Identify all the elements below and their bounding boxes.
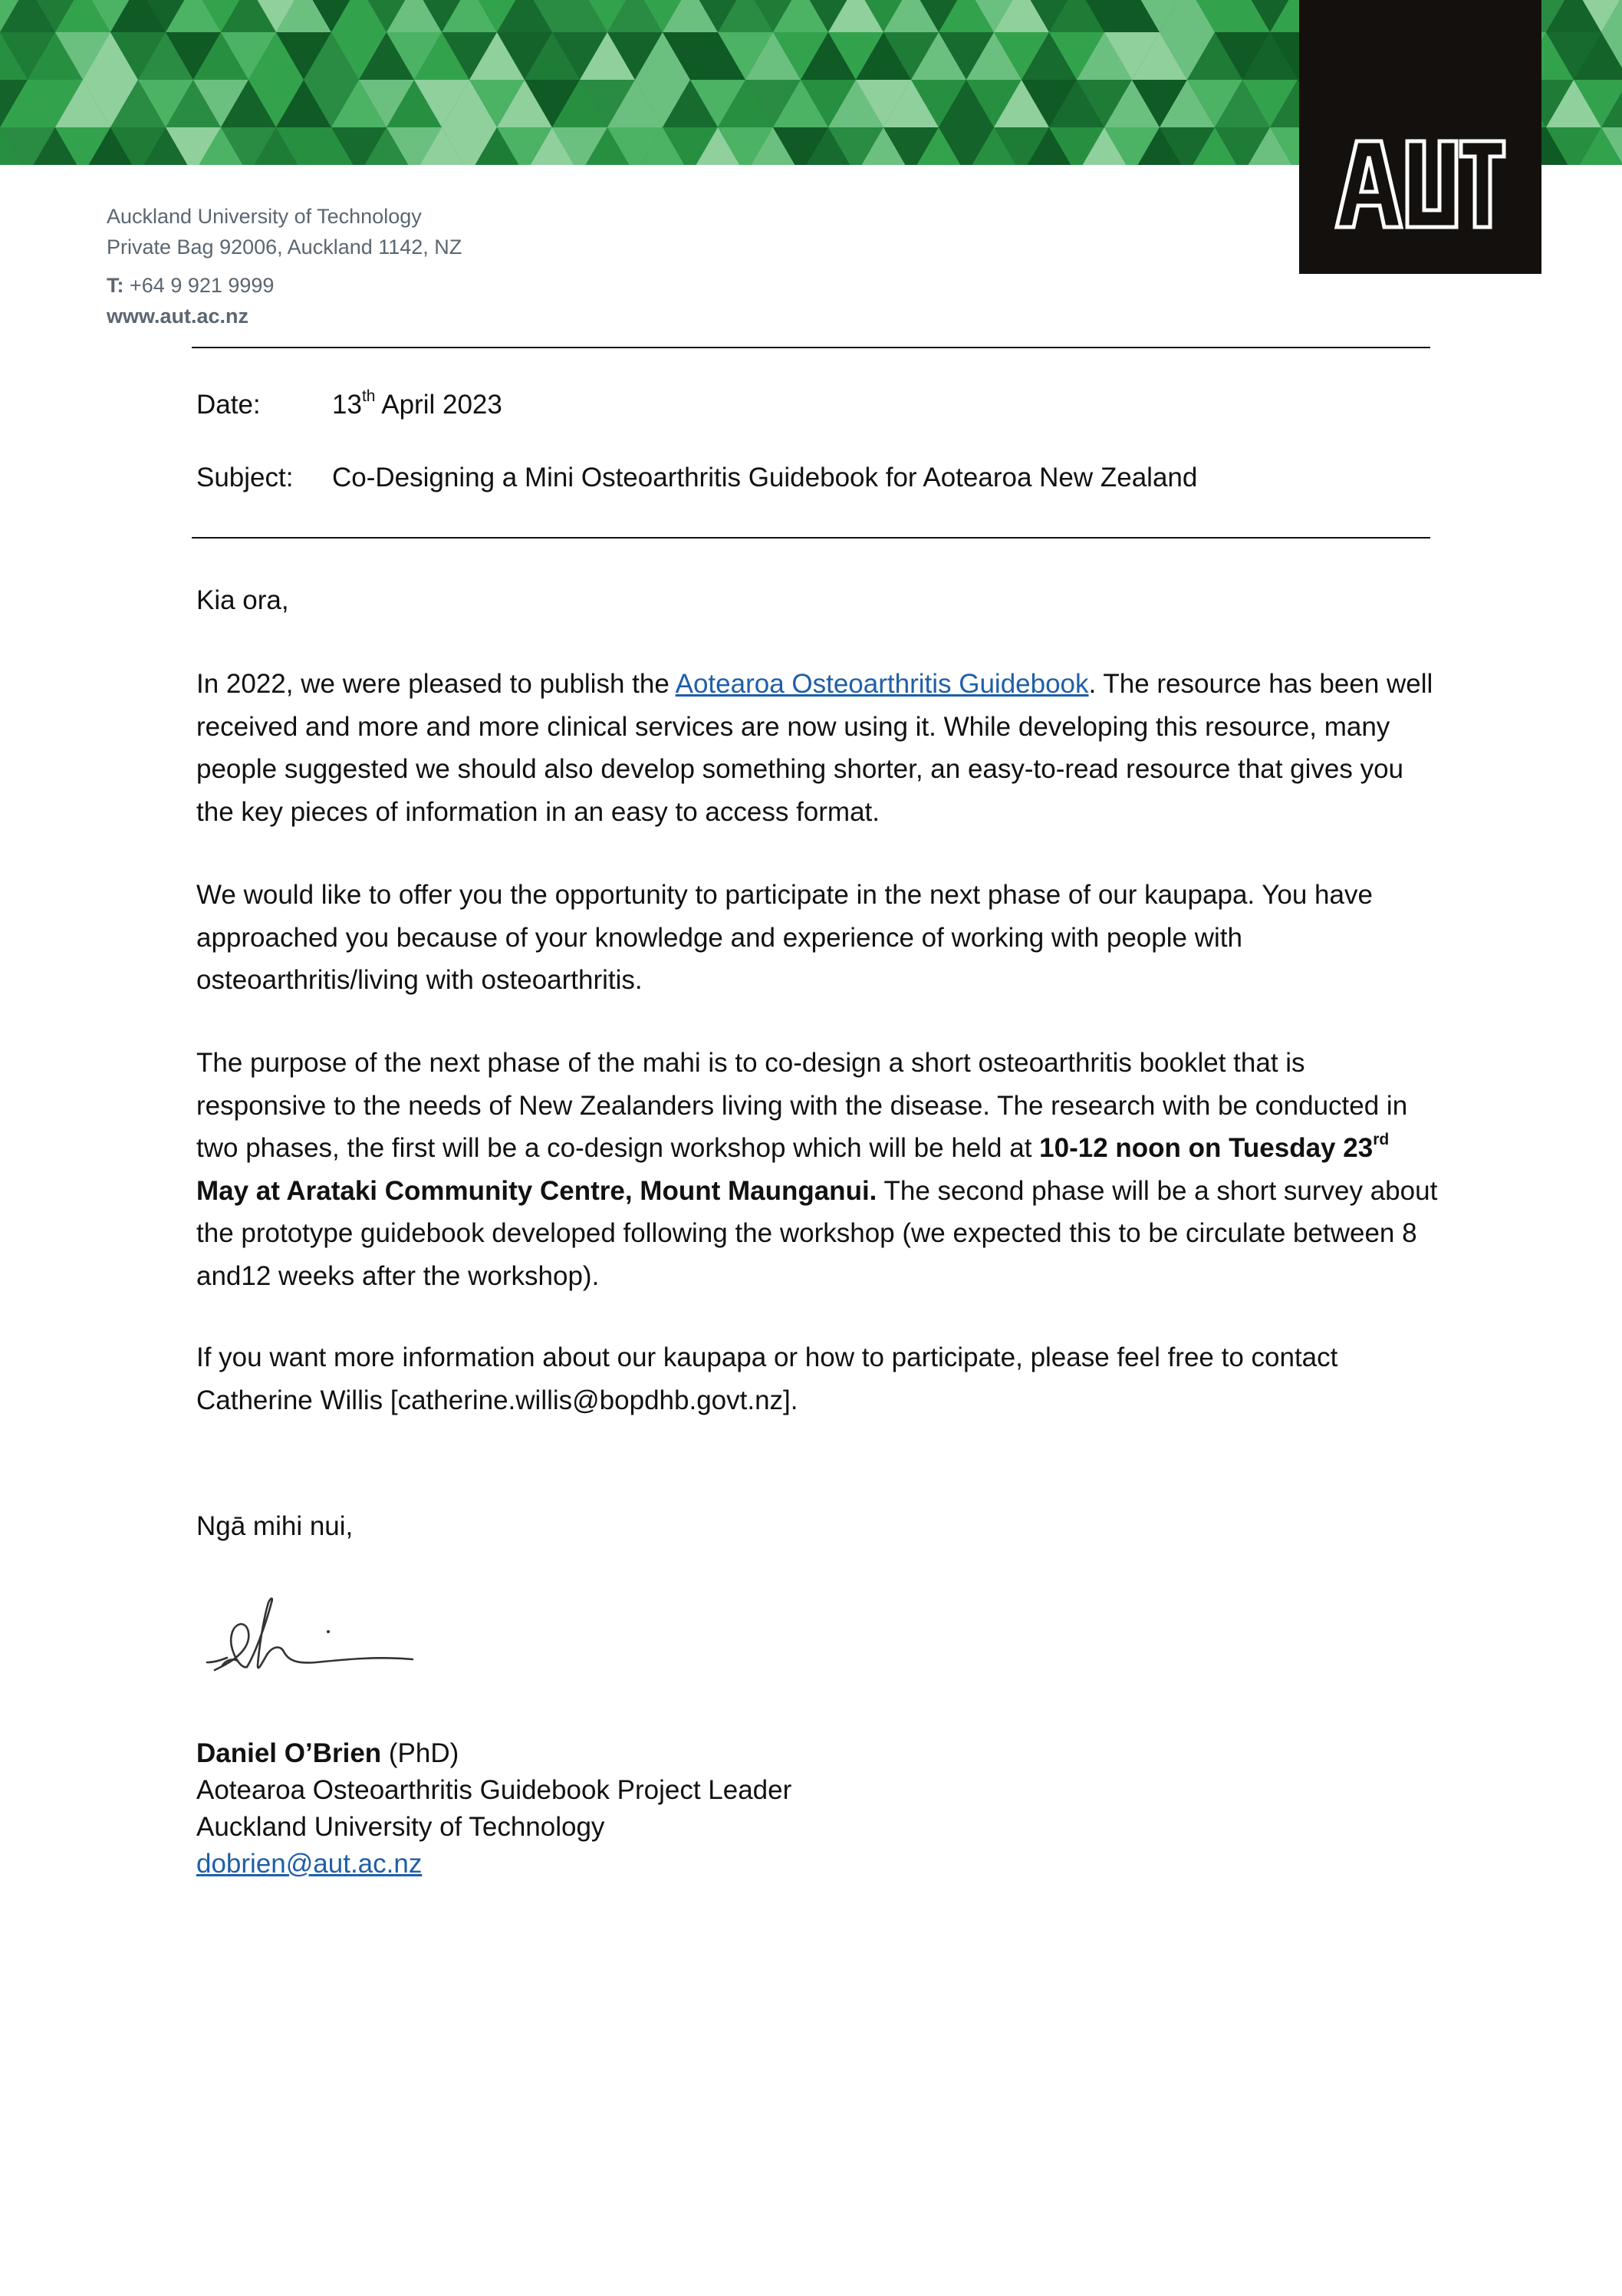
p1-text-end: . The resource has been well received and more and more clinical services are now using it. While developing this resource, many people suggested we should also develop something shorter, an easy-to-read resource that gives you the key pieces of information in an easy to access format. [196,669,1433,827]
handwritten-signature [201,1592,423,1684]
postal-address: Private Bag 92006, Auckland 1142, NZ [107,236,462,259]
aut-logo-mark [1334,138,1507,230]
closing-text: Ngā mihi nui, [196,1511,354,1541]
paragraph-4 [196,1336,1439,1421]
phone-line [107,270,462,301]
logo-text [1299,0,1300,1]
signatory-name: Daniel O’Brien [196,1738,382,1768]
bottom-divider [192,537,1430,539]
paragraph-3 [196,1042,1439,1297]
institution-name: Auckland University of Technology [107,205,422,228]
greeting [196,579,1439,622]
date-label: Date: [196,390,261,420]
greeting-text: Kia ora, [196,585,289,615]
p3-text-end: The second phase will be a short survey about the prototype guidebook developed following the workshop (we expected this to be circulate between 8 and12 weeks after the workshop). [196,1175,1438,1291]
signatory-credential: (PhD) [381,1738,459,1768]
workshop-date-suffix: rd [1373,1131,1390,1149]
signatory-organisation: Auckland University of Technology [196,1812,605,1842]
p3-text-start: The purpose of the next phase of the mahi is to co-design a short osteoarthritis booklet that is responsive to the needs of New Zealanders living with the disease. The research with be conducted in two phases, the first will be a co-design workshop which will be held at [196,1048,1408,1163]
signatory-role: Aotearoa Osteoarthritis Guidebook Project Leader [196,1775,792,1805]
subject-value: Co-Designing a Mini Osteoarthritis Guidebook for Aotearoa New Zealand [332,463,1198,492]
signature-block [196,1735,791,1883]
signatory-email-link[interactable]: dobrien@aut.ac.nz [196,1849,423,1879]
date-suffix: th [361,387,376,406]
p4-text: If you want more information about our kaupapa or how to participate, please feel free to contact Catherine Willis [catherine.willis@bopdhb.govt.nz]. [196,1342,1338,1415]
workshop-time: 10-12 noon on Tuesday 23 [1039,1133,1374,1163]
website-link[interactable]: www.aut.ac.nz [107,305,249,328]
phone-number: +64 9 921 9999 [130,274,275,297]
top-divider [192,347,1430,348]
signatory-line [196,1735,791,1772]
closing [196,1505,1439,1548]
p2-text: We would like to offer you the opportunity to participate in the next phase of our kaupapa. You have approached you because of your knowledge and experience of working with people with osteoarthritis/living with osteoarthritis. [196,880,1373,995]
paragraph-2 [196,874,1439,1002]
workshop-location: May at Arataki Community Centre, Mount Maunganui. [196,1175,877,1206]
subject-label: Subject: [196,463,294,492]
guidebook-link[interactable]: Aotearoa Osteoarthritis Guidebook [675,669,1089,699]
date-day: 13 [332,390,362,420]
aut-logo [1299,0,1541,274]
address-block [107,201,462,331]
p1-text-start: In 2022, we were pleased to publish the [196,669,676,699]
paragraph-1 [196,663,1439,833]
date-rest: April 2023 [375,390,502,420]
date-value [332,387,502,420]
phone-label: T: [107,274,124,297]
